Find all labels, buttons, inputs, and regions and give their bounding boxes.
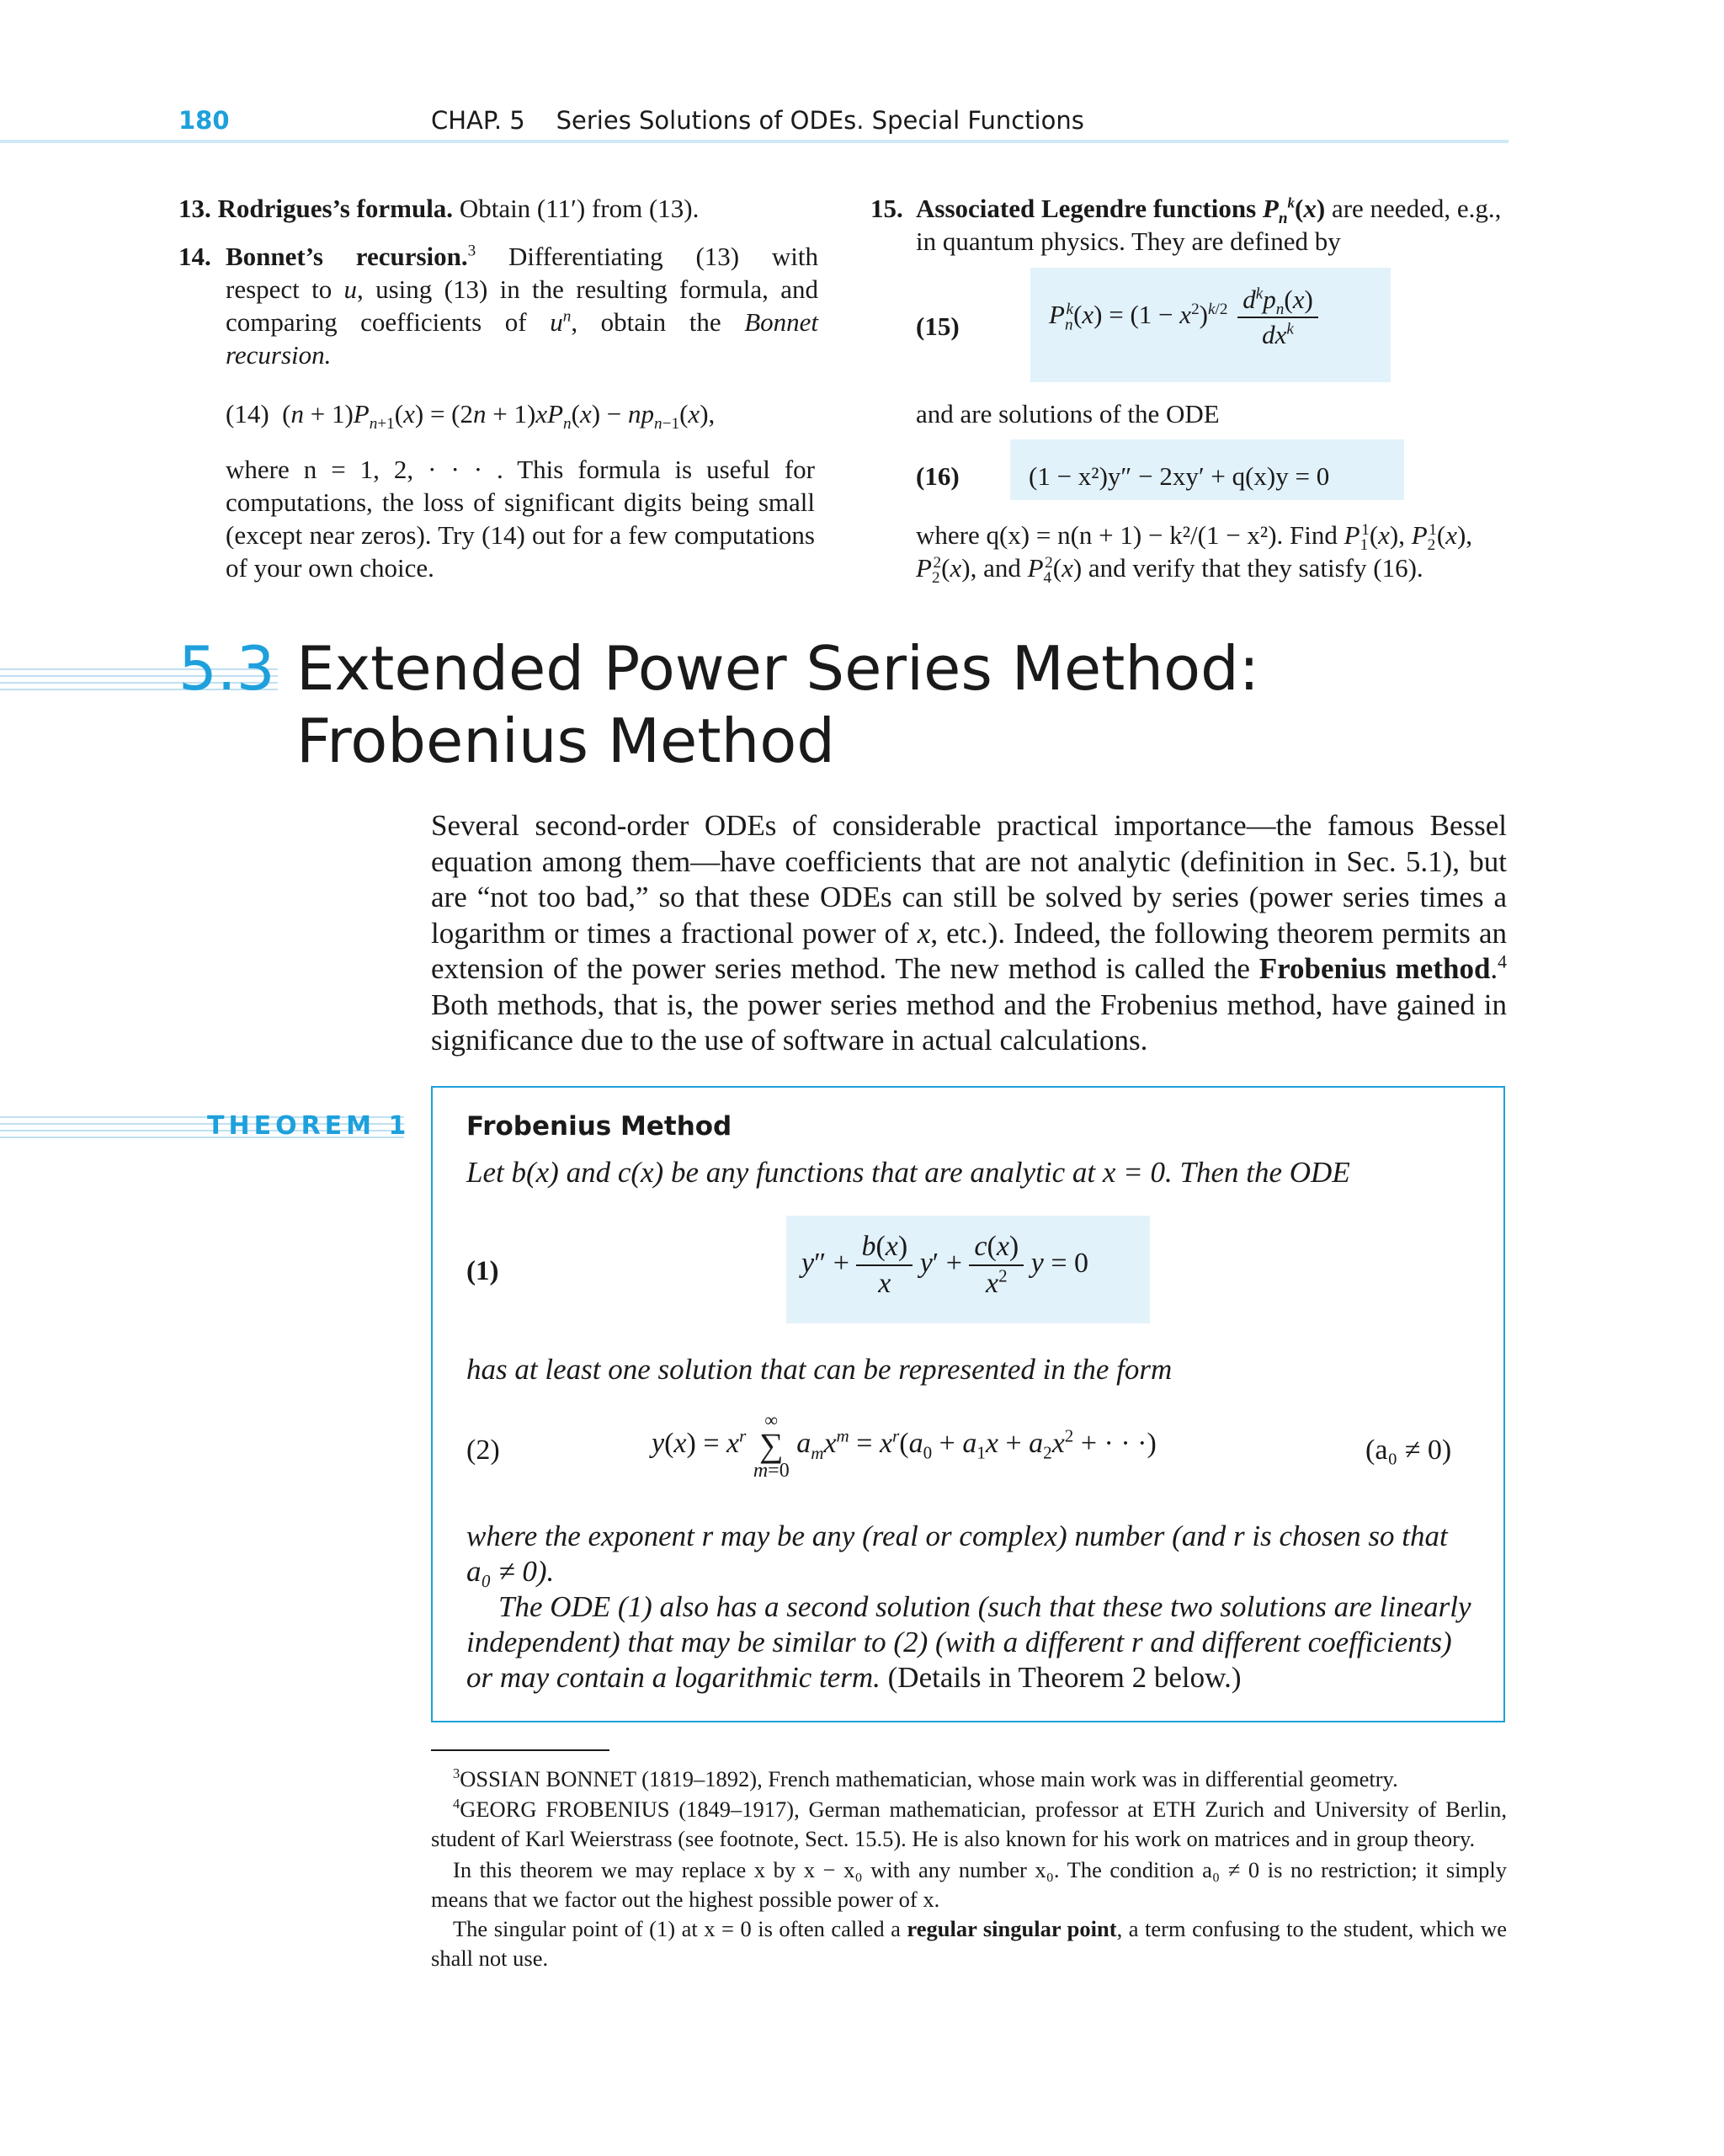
equation-16-label: (16) <box>916 461 960 491</box>
problem-15-number: 15. <box>870 194 903 223</box>
footnote-4-note-a: In this theorem we may replace x by x − x₀ with any number x₀. The condition a₀ ≠ 0 is no restriction; it simply means that we factor out the highest possible power of x. <box>431 1857 1507 1912</box>
intro-text-c: Both methods, that is, the power series method and the Frobenius method, have gained in significance due to the use of software in actual calculations. <box>431 988 1507 1057</box>
equation-1-label: (1) <box>466 1256 499 1286</box>
problem-13-number: 13. <box>178 194 211 223</box>
footnote-rule <box>431 1749 609 1751</box>
footnote-3-mark: 3 <box>453 1765 460 1782</box>
theorem-label: THEOREM 1 <box>207 1111 411 1141</box>
problem-15-text: are needed, e.g., in quantum physics. They are defined by <box>916 194 1502 256</box>
footnote-4-text: GEORG FROBENIUS (1849–1917), German mathematician, professor at ETH Zurich and University of Berlin, student of Karl Weierstrass (see footnote, Sect. 15.5). He is also known for his work on matrices and in group theory. <box>431 1797 1507 1851</box>
intro-bold-term: Frobenius method <box>1258 952 1491 985</box>
footnote-ref-4: 4 <box>1498 951 1507 972</box>
equation-16: (1 − x²)y″ − 2xy′ + q(x)y = 0 <box>1029 461 1330 491</box>
equation-2-condition: (a₀ ≠ 0) <box>1365 1435 1452 1466</box>
problem-15: 15. Associated Legendre functions $P_n^k(x)$ are needed, e.g., in quantum physics. They are defined by <box>870 194 1502 256</box>
page-number: 180 <box>178 106 230 135</box>
equation-2: $y(x) = x^r$ ∞ ∑ m=0 $a_mx^m = x^r(a_0 + a_1x + a_2x^2$ + · · ·) <box>652 1409 1157 1482</box>
footnote-4-note-b <box>431 1914 1507 1973</box>
equation-2-label: (2) <box>466 1435 500 1466</box>
theorem-line-4-italic: The ODE (1) also has a second solution (such that these two solutions are linearly independent) that may be similar to (2) (with a different r and different coefficients) or may contain a logarithmic term. <box>466 1590 1471 1694</box>
theorem-line-3: where the exponent r may be any (real or complex) number (and r is chosen so that a₀ ≠ 0). <box>466 1520 1448 1588</box>
problem-15-title: Associated Legendre functions <box>916 194 1257 223</box>
problem-14-after: where n = 1, 2, · · · . This formula is useful for computations, the loss of significant digits being small (except near zeros). Try (14) out for a few computations of your own choice. <box>226 455 815 583</box>
intro-text-b: , etc.). Indeed, the following theorem permits an extension of the power series method. The new method is called the <box>431 916 1508 985</box>
equation-14: (14) $(n + 1)P_{n+1}(x) = (2n + 1)xP_n(x) - np_{n-1}(x)$, <box>226 399 716 434</box>
problem-14-text-a: Differentiating (13) with respect to <box>226 242 818 304</box>
section-number: 5.3 <box>178 633 275 704</box>
equation-15: $P_n^k(x) = (1 - x^2)^{k/2}$ $\frac{d^kp_n(x)}{dx^k}$ <box>1049 285 1318 350</box>
equation-15-label: (15) <box>916 311 960 341</box>
equation-14-label: (14) <box>226 399 269 429</box>
theorem-line-1: Let b(x) and c(x) be any functions that are analytic at x = 0. Then the ODE <box>466 1156 1350 1189</box>
intro-paragraph: Several second-order ODEs of considerable practical importance—the famous Bessel equation among them—have coefficients that are not analytic (definition in Sec. 5.1), but are “not too bad,” so that these ODEs can still be solved by series (power series times a logarithm or times a fractional power of x, etc.). Indeed, the following theorem permits an extension of the power series method. The new method is called the Frobenius method.$^4$ Both methods, that is, the power series method and the Frobenius method, have gained in significance due to the use of software in actual calculations. <box>431 809 1508 1057</box>
footnote-3 <box>431 1765 1507 1794</box>
footnote-6-bold: regular singular point <box>907 1916 1117 1941</box>
section-title: Extended Power Series Method: <box>296 633 1260 704</box>
footnote-6-text-b: , a term confusing to the student, which we shall not use. <box>431 1916 1507 1971</box>
equation-1: y″ + $\frac{b(x)}{x}$ y′ + $\frac{c(x)}{x^2}$ y = 0 <box>801 1231 1089 1299</box>
problem-16-after-a: where q(x) = n(n + 1) − k²/(1 − x²). Find <box>916 520 1338 550</box>
problem-14-text-b: , using (13) in the resulting formula, and comparing coefficients of <box>226 274 819 337</box>
problem-14-var-u: u <box>343 274 358 304</box>
problem-14-italic: Bonnet recursion. <box>226 307 819 370</box>
problem-13 <box>178 192 818 225</box>
problem-14: 14. Bonnet’s recursion.$^3$ Differentiating (13) with respect to u, using (13) in the resulting formula, and comparing coefficients of $u^n$, obtain the Bonnet recursion. <box>178 242 819 370</box>
problem-16-after: where q(x) = n(n + 1) − k²/(1 − x²). Find $P_1^1(x)$, $P_2^1(x)$, $P_2^2(x)$, and $P_4^2(x)$ and verify that they satisfy (16). <box>916 520 1473 588</box>
section-title-line-2: Frobenius Method <box>296 705 835 776</box>
problem-14-number: 14. <box>178 242 211 271</box>
footnote-4 <box>431 1795 1507 1854</box>
problem-13-title: Rodrigues’s formula. <box>217 194 454 223</box>
problem-14-title: Bonnet’s recursion. <box>226 242 468 271</box>
theorem-line-4 <box>466 1589 1473 1696</box>
footnote-6-text-a: The singular point of (1) at x = 0 is often called a <box>453 1916 901 1941</box>
header-rule <box>0 140 1508 143</box>
theorem-title: Frobenius Method <box>466 1111 732 1142</box>
footnote-4-mark: 4 <box>453 1796 460 1813</box>
intro-text-a: Several second-order ODEs of considerable practical importance—the famous Bessel equation among them—have coefficients that are not analytic (definition in Sec. 5.1), but are “not too bad,” so that these ODEs can still be solved by series (power series times a logarithm or times a fractional power of <box>431 809 1507 950</box>
theorem-line-2: has at least one solution that can be represented in the form <box>466 1353 1173 1386</box>
footnote-3-text: OSSIAN BONNET (1819–1892), French mathematician, whose main work was in differential geometry. <box>460 1766 1398 1791</box>
problem-16-after-b: and verify that they satisfy (16). <box>1088 553 1423 583</box>
problem-15-mid: and are solutions of the ODE <box>916 399 1220 429</box>
theorem-line-4-regular: (Details in Theorem 2 below.) <box>887 1661 1242 1694</box>
problem-13-text: Obtain (11′) from (13). <box>459 194 700 223</box>
intro-var-x: x <box>917 916 931 950</box>
footnote-ref-3: 3 <box>467 242 476 260</box>
problem-14-text-c: , obtain the <box>571 307 721 337</box>
running-head: CHAP. 5 Series Solutions of ODEs. Special Functions <box>431 106 1084 135</box>
